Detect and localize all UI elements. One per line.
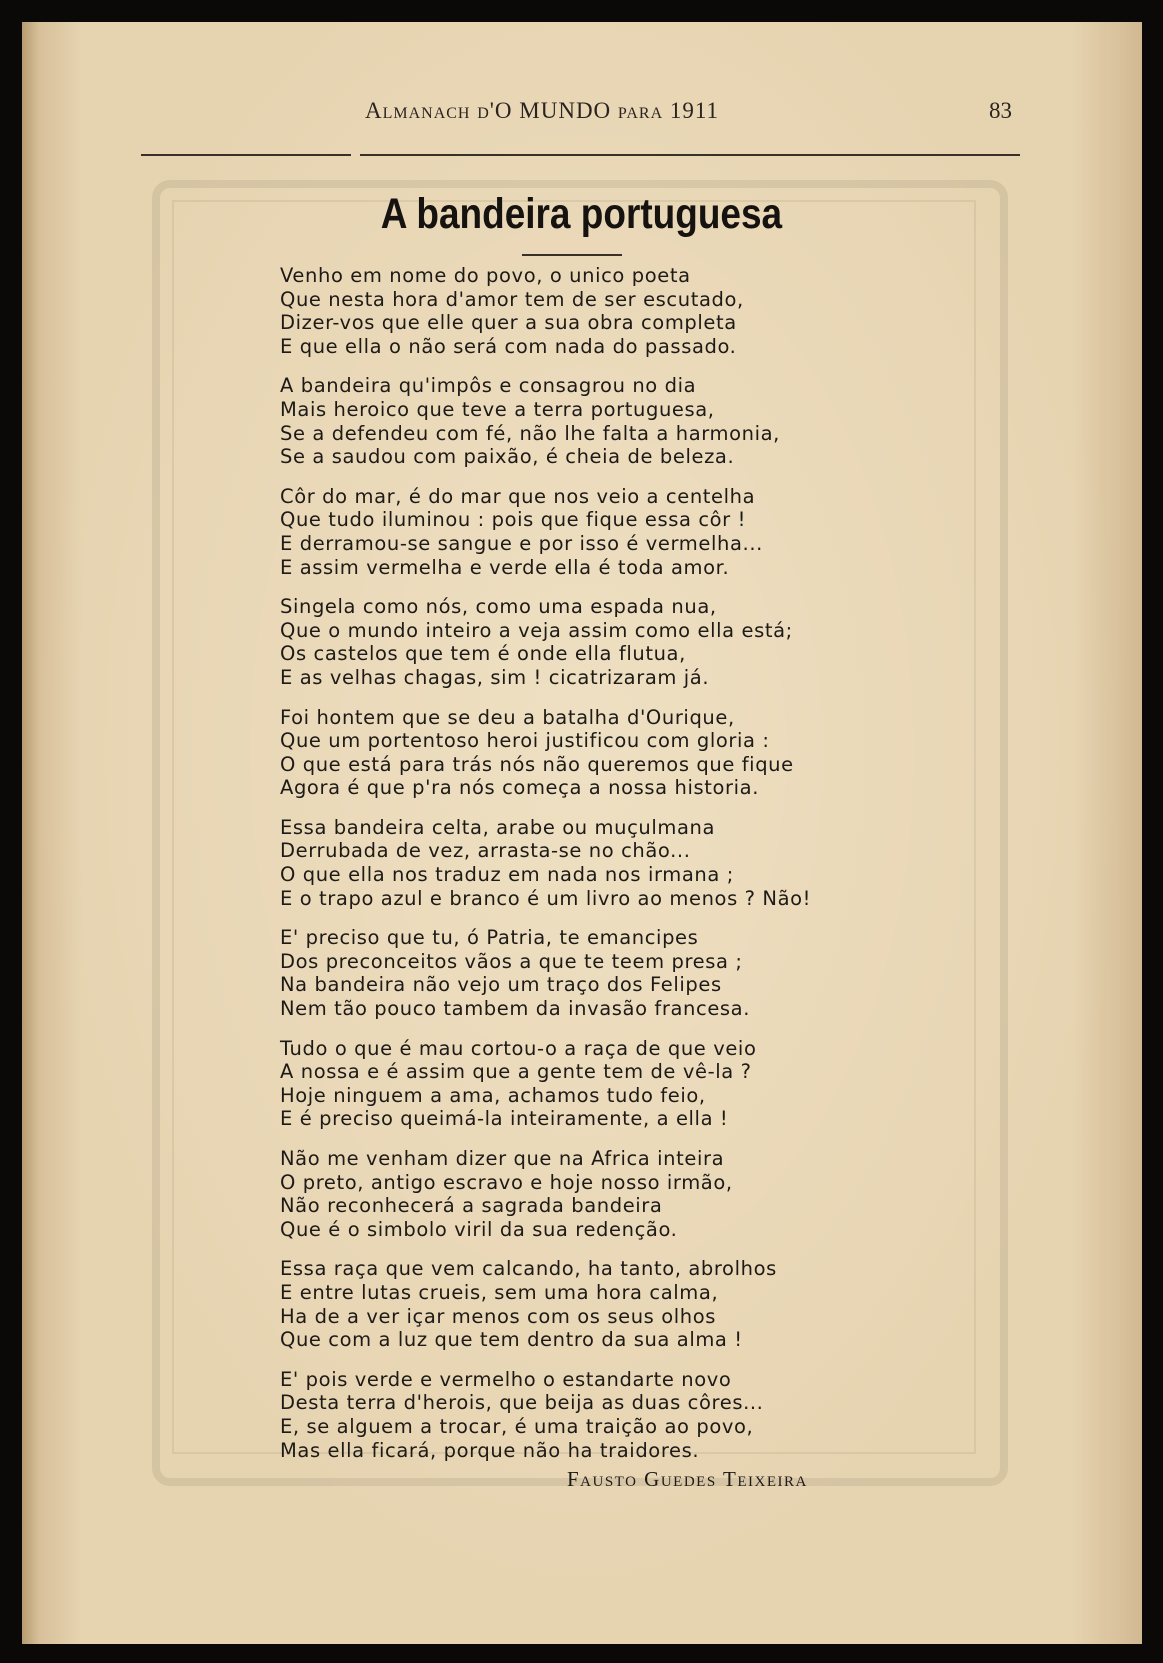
stanza <box>280 374 880 468</box>
poem-line: E é preciso queimá-la inteiramente, a ella ! <box>280 1107 729 1131</box>
poem-line: Os castelos que tem é onde ella flutua, <box>280 642 686 666</box>
poem-line: Se a defendeu com fé, não lhe falta a harmonia, <box>280 421 780 445</box>
stanza <box>280 1368 880 1462</box>
poem-line: Mas ella ficará, porque não ha traidores. <box>280 1438 700 1462</box>
stanza <box>280 264 880 358</box>
poem-line: Tudo o que é mau cortou-o a raça de que veio <box>280 1036 757 1060</box>
stanza <box>280 1147 880 1241</box>
title-rule <box>522 254 622 256</box>
poem-line: Na bandeira não vejo um traço dos Felipes <box>280 973 722 997</box>
poem-line: O preto, antigo escravo e hoje nosso irmão, <box>280 1170 733 1194</box>
poem-line: E o trapo azul e branco é um livro ao menos ? Não! <box>280 886 812 910</box>
poem-line: Ha de a ver içar menos com os seus olhos <box>280 1304 717 1328</box>
poem-line: Venho em nome do povo, o unico poeta <box>280 264 691 287</box>
poem-line: Se a saudou com paixão, é cheia de beleza. <box>280 445 735 469</box>
poem-line: Côr do mar, é do mar que nos veio a centelha <box>280 484 756 508</box>
stanza <box>280 485 880 579</box>
stanza <box>280 816 880 910</box>
poem-author: Fausto Guedes Teixeira <box>567 1467 808 1491</box>
poem-line: E assim vermelha e verde ella é toda amor. <box>280 555 730 579</box>
poem-line: Que é o simbolo viril da sua redenção. <box>280 1217 678 1241</box>
poem-line: Dizer-vos que elle quer a sua obra completa <box>280 311 737 335</box>
running-title: Almanach d'O MUNDO para 1911 <box>364 98 720 123</box>
poem-line: Dos preconceitos vãos a que te teem presa ; <box>280 949 743 973</box>
stanza <box>280 926 880 1020</box>
poem-line: A bandeira qu'impôs e consagrou no dia <box>280 374 697 398</box>
page-binding-edge <box>22 22 40 1644</box>
poem-line: Derrubada de vez, arrasta-se no chão... <box>280 839 691 863</box>
poem-line: E' pois verde e vermelho o estandarte novo <box>280 1367 732 1391</box>
poem-line: Desta terra d'herois, que beija as duas côres... <box>280 1391 764 1415</box>
poem-title: A bandeira portuguesa <box>380 190 783 238</box>
poem-line: Essa bandeira celta, arabe ou muçulmana <box>280 815 716 839</box>
poem-line: E que ella o não será com nada do passado. <box>280 334 737 358</box>
book-page <box>22 22 1142 1644</box>
poem-line: Essa raça que vem calcando, ha tanto, abrolhos <box>280 1257 777 1281</box>
stanza <box>280 706 880 800</box>
poem-line: A nossa e é assim que a gente tem de vê-la ? <box>280 1060 752 1084</box>
poem-line: O que está para trás nós não queremos que fique <box>280 752 794 776</box>
poem-line: Não reconhecerá a sagrada bandeira <box>280 1194 663 1218</box>
poem-line: O que ella nos traduz em nada nos irmana ; <box>280 863 734 887</box>
poem-line: Singela como nós, como uma espada nua, <box>280 595 717 619</box>
poem-line: E entre lutas crueis, sem uma hora calma, <box>280 1280 719 1304</box>
stanza <box>280 595 880 689</box>
poem-line: Que tudo iluminou : pois que fique essa côr ! <box>280 508 747 532</box>
stanza <box>280 1257 880 1351</box>
poem-line: Que com a luz que tem dentro da sua alma ! <box>280 1328 743 1352</box>
poem-line: Foi hontem que se deu a batalha d'Ourique, <box>280 705 735 729</box>
poem-line: Nem tão pouco tambem da invasão francesa. <box>280 997 751 1021</box>
poem-line: Que o mundo inteiro a veja assim como ella está; <box>280 618 793 642</box>
poem-line: E' preciso que tu, ó Patria, te emancipes <box>280 926 699 950</box>
poem-line: Que nesta hora d'amor tem de ser escutado, <box>280 287 744 311</box>
poem-line: E derramou-se sangue e por isso é vermelha... <box>280 531 763 555</box>
header-rule-left <box>141 154 351 156</box>
page-header <box>142 98 1022 138</box>
page-number: 83 <box>989 98 1012 123</box>
poem-line: Hoje ninguem a ama, achamos tudo feio, <box>280 1083 706 1107</box>
poem-line: Não me venham dizer que na Africa inteira <box>280 1147 725 1170</box>
header-rule-right <box>360 154 1020 156</box>
poem-line: E as velhas chagas, sim ! cicatrizaram já. <box>280 665 710 689</box>
stanza <box>280 1037 880 1131</box>
poem-line: Que um portentoso heroi justificou com gloria : <box>280 729 770 753</box>
poem-body <box>280 264 880 1478</box>
poem-line: Agora é que p'ra nós começa a nossa historia. <box>280 776 760 800</box>
poem-line: Mais heroico que teve a terra portuguesa, <box>280 397 715 421</box>
poem-line: E, se alguem a trocar, é uma traição ao povo, <box>280 1414 754 1438</box>
